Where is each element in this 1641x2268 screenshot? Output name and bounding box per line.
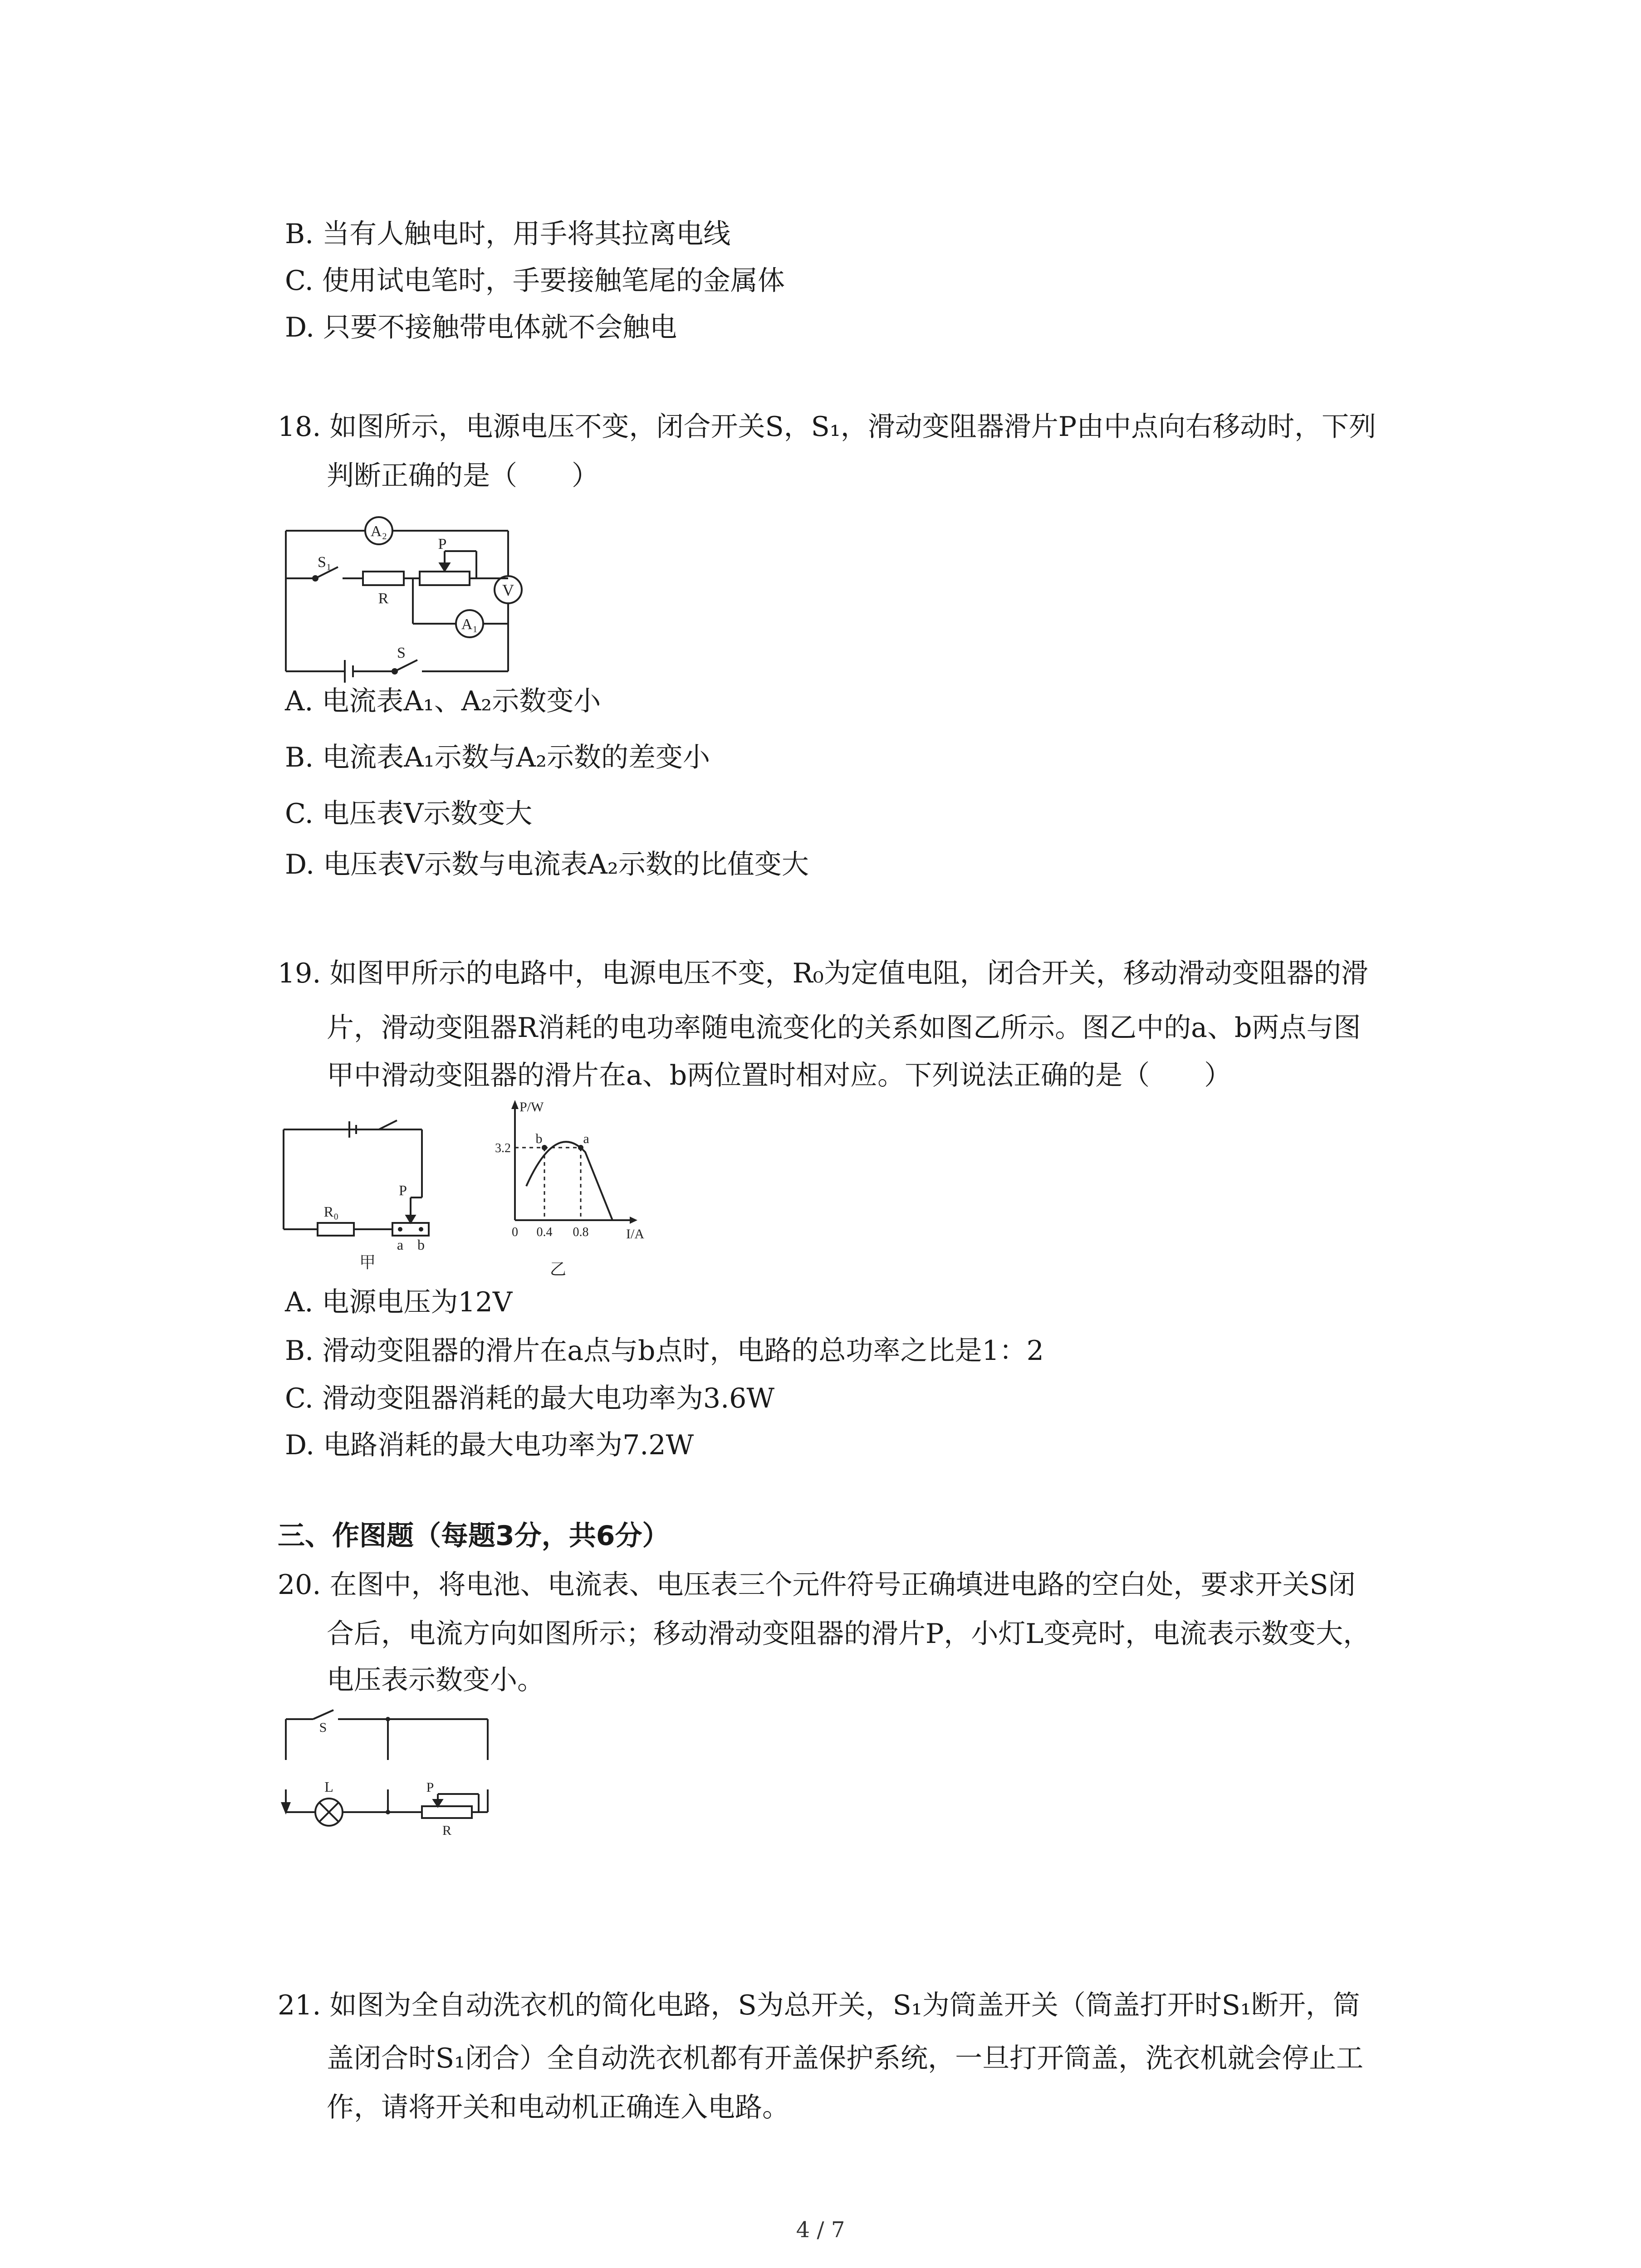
label-a: a [397, 1237, 404, 1253]
resistor-r0-icon [318, 1223, 354, 1236]
q19-option-d: D. 电路消耗的最大电功率为7.2W [285, 1429, 694, 1461]
point-b-marker [542, 1145, 547, 1150]
q18-stem-line1: 18. 如图所示，电源电压不变，闭合开关S，S₁，滑动变阻器滑片P由中点向右移动时，下列 [278, 411, 1376, 443]
q19-stem-line3: 甲中滑动变阻器的滑片在a、b两位置时相对应。下列说法正确的是（ ） [327, 1060, 1232, 1091]
q19-option-c: C. 滑动变阻器消耗的最大电功率为3.6W [285, 1383, 775, 1414]
q20-stem-line1: 20. 在图中，将电池、电流表、电压表三个元件符号正确填进电路的空白处，要求开关S闭 [278, 1569, 1356, 1601]
q20-stem-line2: 合后，电流方向如图所示；移动滑动变阻器的滑片P，小灯L变亮时，电流表示数变大， [327, 1618, 1371, 1650]
y-tick-3-2: 3.2 [495, 1141, 511, 1155]
q21-stem-line3: 作，请将开关和电动机正确连入电路。 [327, 2092, 789, 2123]
q18-option-a: A. 电流表A₁、A₂示数变小 [285, 685, 601, 717]
label-b: b [417, 1237, 425, 1253]
label-p: P [438, 536, 447, 552]
label-s: S [319, 1720, 327, 1735]
label-point-b: b [535, 1131, 543, 1146]
current-arrow-icon [282, 1803, 289, 1812]
q19-option-a: A. 电源电压为12V [285, 1286, 513, 1318]
power-curve [526, 1142, 612, 1220]
x-axis-label: I/A [626, 1227, 644, 1242]
caption-yi: 乙 [549, 1260, 567, 1278]
x-tick-0-8: 0.8 [573, 1225, 589, 1239]
label-s1: S₁ [318, 554, 332, 571]
slider-arrow-icon [440, 563, 449, 571]
q18-option-c: C. 电压表V示数变大 [285, 798, 533, 830]
y-axis-label: P/W [519, 1100, 544, 1114]
q21-stem-line2: 盖闭合时S₁闭合）全自动洗衣机都有开盖保护系统，一旦打开筒盖，洗衣机就会停止工 [327, 2043, 1364, 2074]
q21-stem-line1: 21. 如图为全自动洗衣机的简化电路，S为总开关，S₁为筒盖开关（筒盖打开时S₁断开，筒 [278, 1989, 1360, 2021]
label-p: P [399, 1182, 407, 1198]
q18-stem-line2: 判断正确的是（ ） [327, 460, 599, 492]
q19-option-b: B. 滑动变阻器的滑片在a点与b点时，电路的总功率之比是1：2 [285, 1335, 1044, 1367]
section-3-heading: 三、作图题（每题3分，共6分） [278, 1520, 670, 1552]
q17-option-c: C. 使用试电笔时，手要接触笔尾的金属体 [285, 265, 785, 297]
label-r0: R₀ [323, 1203, 339, 1220]
q20-stem-line3: 电压表示数变小。 [327, 1664, 544, 1696]
label-l: L [324, 1779, 333, 1795]
switch-s-icon [313, 1710, 333, 1719]
label-a1: A₁ [461, 616, 478, 633]
rheostat-r-icon [422, 1806, 472, 1818]
q19-graph-yi [481, 1098, 662, 1279]
q18-option-b: B. 电流表A₁示数与A₂示数的差变小 [285, 742, 710, 773]
switch-icon [379, 1120, 397, 1129]
x-tick-0: 0 [512, 1225, 518, 1239]
point-a-marker [578, 1145, 583, 1150]
q18-option-d: D. 电压表V示数与电流表A₂示数的比值变大 [285, 849, 809, 880]
switch-s-icon [395, 660, 417, 671]
q17-option-b: B. 当有人触电时，用手将其拉离电线 [285, 218, 731, 250]
label-r: R [378, 590, 389, 607]
q18-circuit-diagram [281, 508, 535, 676]
q17-option-d: D. 只要不接触带电体就不会触电 [285, 312, 677, 343]
q20-circuit-diagram [281, 1710, 499, 1842]
label-p: P [426, 1780, 434, 1795]
label-v: V [502, 581, 514, 599]
label-s: S [397, 645, 406, 661]
x-tick-0-4: 0.4 [536, 1225, 553, 1239]
label-a2: A₂ [370, 523, 387, 540]
resistor-r-icon [363, 572, 404, 585]
rheostat-icon [420, 572, 470, 585]
label-point-a: a [583, 1131, 589, 1146]
q19-stem-line2: 片，滑动变阻器R消耗的电功率随电流变化的关系如图乙所示。图乙中的a、b两点与图 [327, 1012, 1361, 1044]
slider-arrow-icon [407, 1216, 415, 1222]
q19-circuit-jia [281, 1120, 472, 1270]
label-r: R [442, 1823, 452, 1838]
page-number: 4 / 7 [796, 2217, 845, 2243]
slider-arrow-icon [434, 1800, 442, 1806]
caption-jia: 甲 [359, 1253, 376, 1271]
q19-stem-line1: 19. 如图甲所示的电路中，电源电压不变，R₀为定值电阻，闭合开关，移动滑动变阻器的滑 [278, 958, 1368, 989]
